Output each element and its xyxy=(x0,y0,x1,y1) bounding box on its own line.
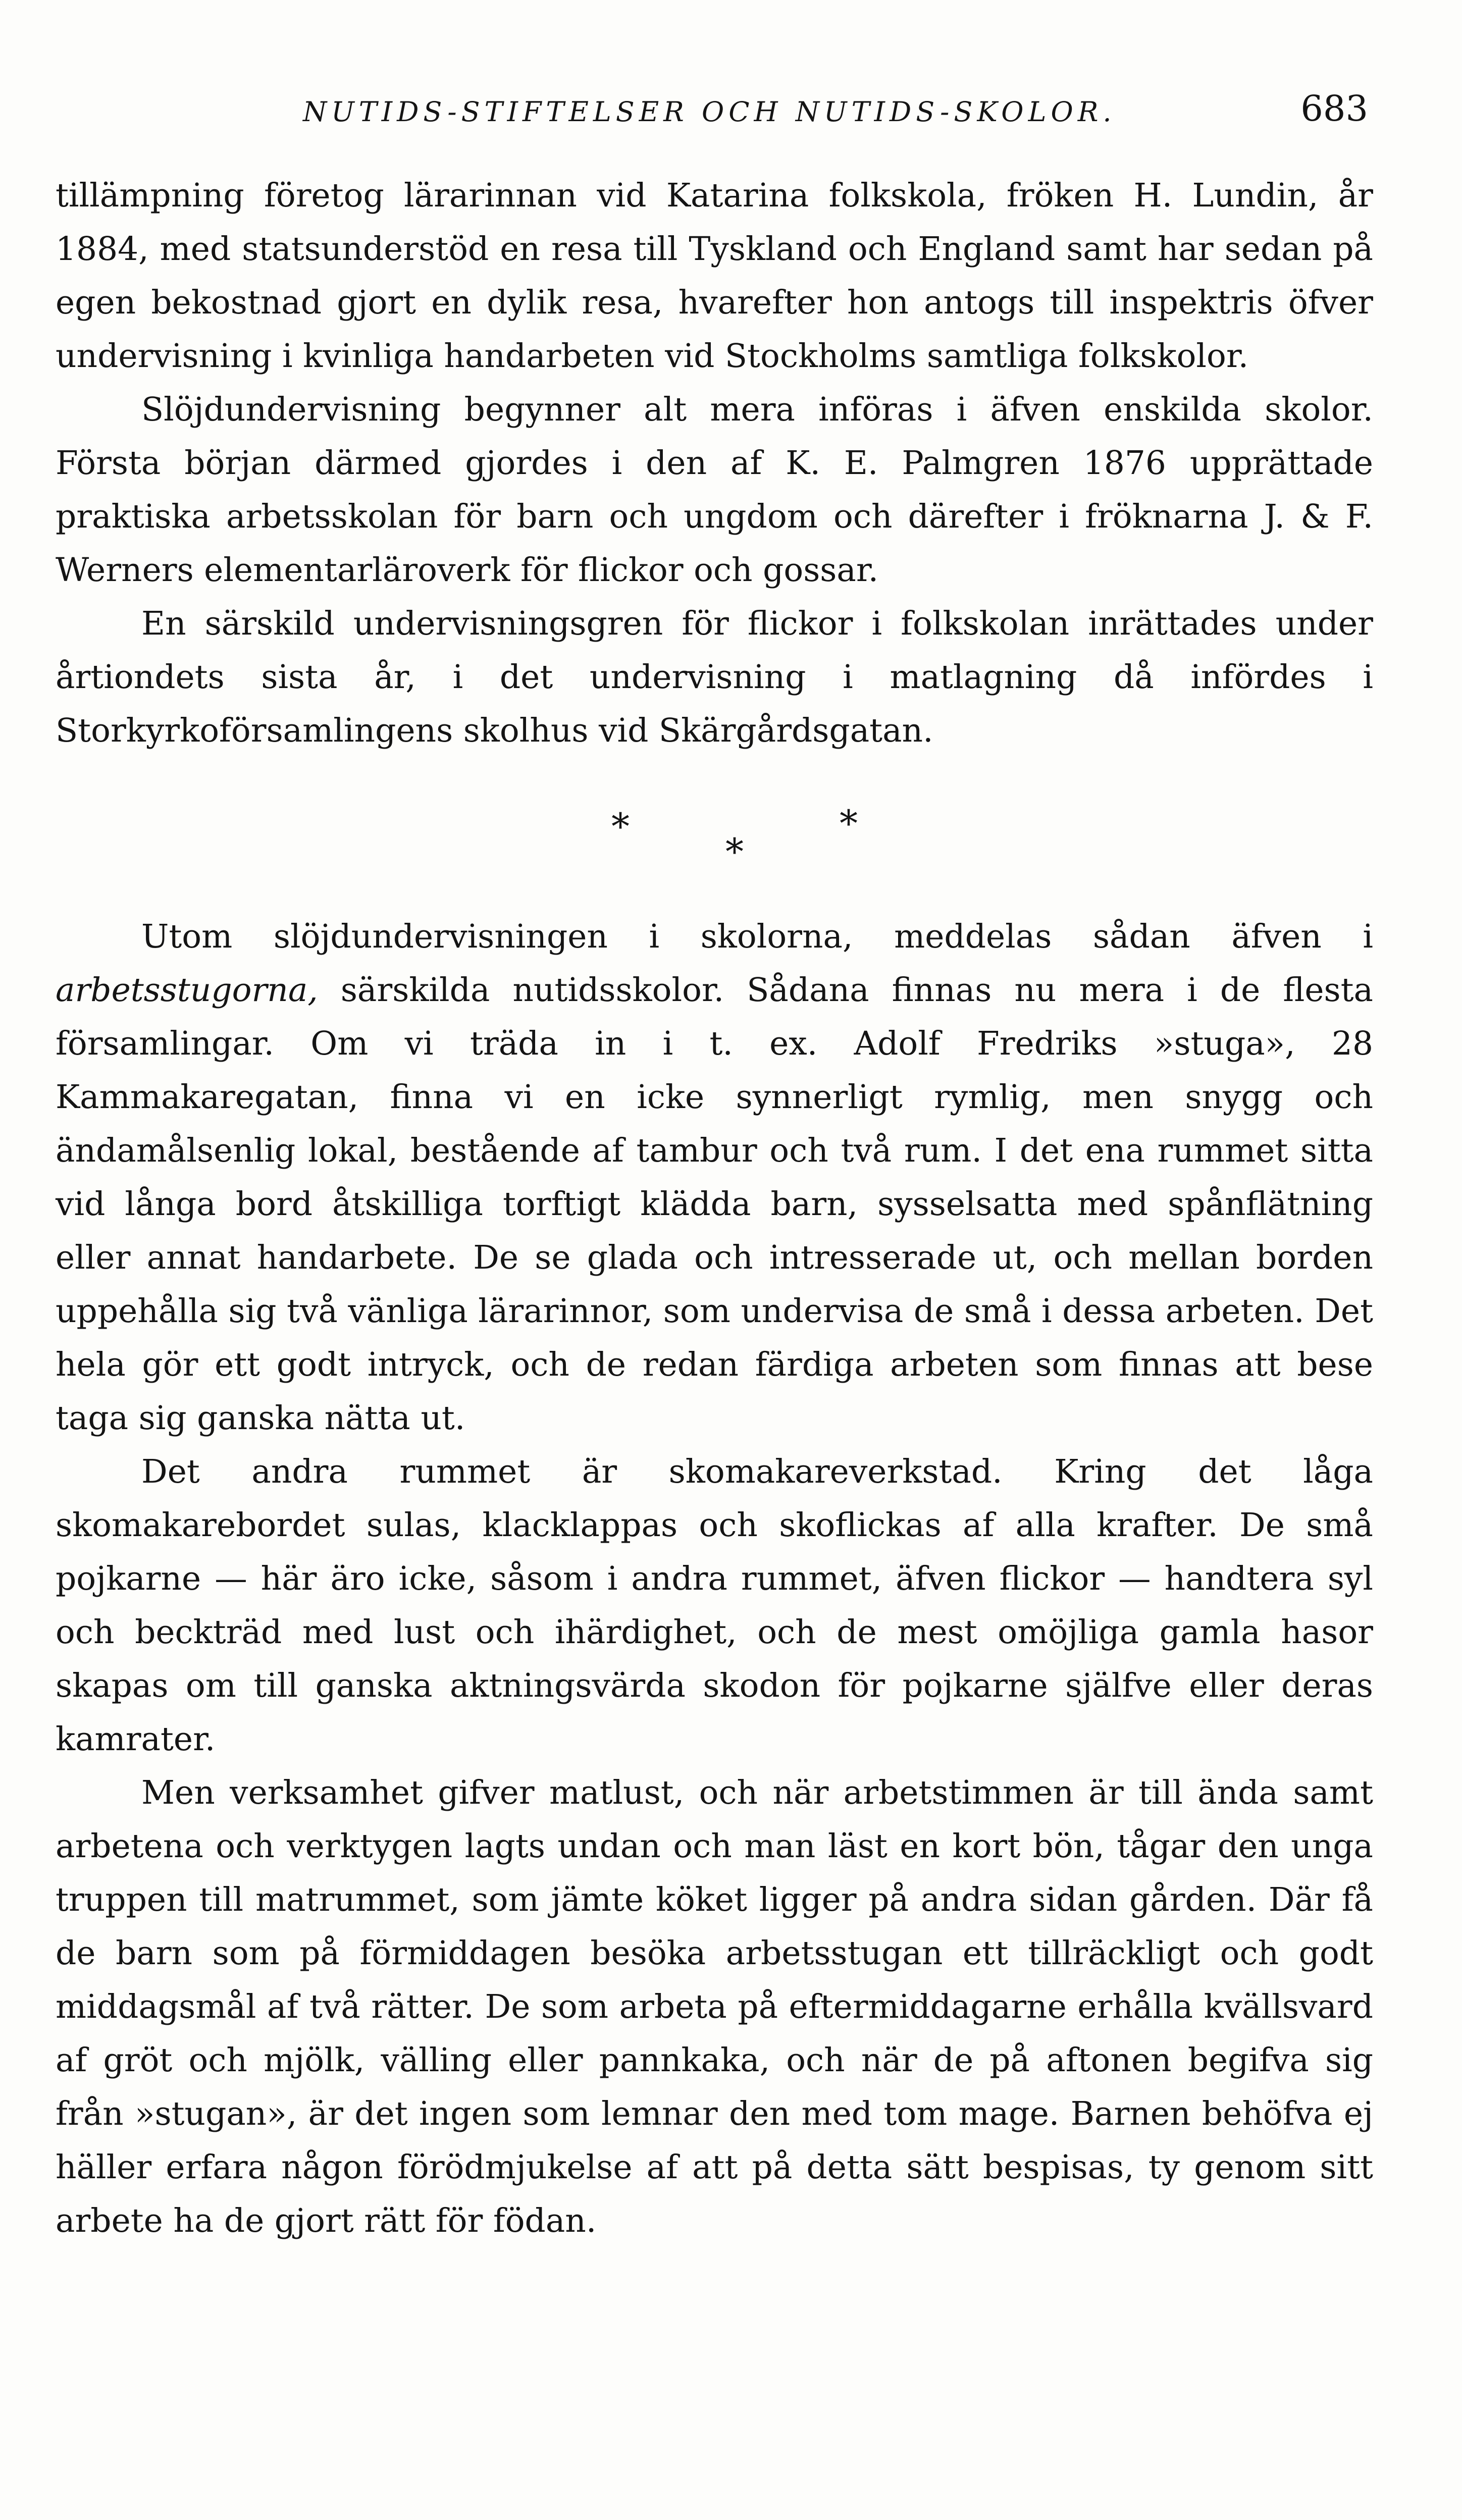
page-number: 683 xyxy=(1300,88,1368,129)
body-text xyxy=(56,169,1373,2248)
asterisk: * xyxy=(725,830,744,873)
asterisk: * xyxy=(611,805,630,848)
paragraph-4 xyxy=(56,910,1373,1445)
paragraph-5: Det andra rummet är skomakareverkstad. Kring det låga skomakarebordet sulas, klacklappas och skoflickas af alla krafter. De små pojkarne — här äro icke, såsom i andra rummet, äfven flickor — handtera syl och beckträd med lust och ihärdighet, och de mest omöjliga gamla hasor skapas om till ganska aktningsvärda skodon för pojkarne själfve eller deras kamrater. xyxy=(56,1453,1373,1758)
asterisk: * xyxy=(840,802,858,845)
running-title: NUTIDS-STIFTELSER OCH NUTIDS-SKOLOR. xyxy=(303,96,1116,128)
paragraph-6: Men verksamhet gifver matlust, och när arbetstimmen är till ända samt arbetena och verktygen lagts undan och man läst en kort bön, tågar den unga truppen till matrummet, som jämte köket ligger på andra sidan gården. Där få de barn som på förmiddagen besöka arbetsstugan ett tillräckligt och godt middagsmål af två rätter. De som arbeta på eftermiddagarne erhålla kvällsvard af gröt och mjölk, välling eller pannkaka, och när de på aftonen begifva sig från »stugan», är det ingen som lemnar den med tom mage. Barnen behöfva ej häller erfara någon förödmjukelse af att på detta sätt bespisas, ty genom sitt arbete ha de gjort rätt för födan. xyxy=(56,1774,1373,2240)
paragraph-1: tillämpning företog lärarinnan vid Katarina folkskola, fröken H. Lundin, år 1884, med statsunderstöd en resa till Tyskland och England samt har sedan på egen bekostnad gjort en dylik resa, hvarefter hon antogs till inspektris öfver undervisning i kvinliga handarbeten vid Stockholms samtliga folkskolor. xyxy=(56,177,1373,375)
page-header xyxy=(56,88,1368,151)
paragraph-4-italic-term: arbetsstugorna, xyxy=(56,971,318,1009)
paragraph-4-lead: Utom slöjdundervisningen i skolorna, meddelas sådan äfven i xyxy=(141,918,1373,956)
paragraph-3: En särskild undervisningsgren för flickor i folkskolan inrättades under årtiondets sista år, i det undervisning i matlagning då infördes i Storkyrkoförsamlingens skolhus vid Skärgårdsgatan. xyxy=(56,605,1373,750)
section-separator xyxy=(56,802,1373,873)
paragraph-2: Slöjdundervisning begynner alt mera införas i äfven enskilda skolor. Första början därmed gjordes i den af K. E. Palmgren 1876 upprättade praktiska arbetsskolan för barn och ungdom och därefter i fröknarna J. & F. Werners elementarläroverk för flickor och gossar. xyxy=(56,391,1373,589)
paragraph-4-rest: särskilda nutidsskolor. Sådana finnas nu mera i de flesta församlingar. Om vi träda in i t. ex. Adolf Fredriks »stuga», 28 Kammakaregatan, finna vi en icke synnerligt rymlig, men snygg och ändamålsenlig lokal, bestående af tambur och två rum. I det ena rummet sitta vid långa bord åtskilliga torftigt klädda barn, sysselsatta med spånflätning eller annat handarbete. De se glada och intresserade ut, och mellan borden uppehålla sig två vänliga lärarinnor, som undervisa de små i dessa arbeten. Det hela gör ett godt intryck, och de redan färdiga arbeten som finnas att bese taga sig ganska nätta ut. xyxy=(56,971,1373,1437)
